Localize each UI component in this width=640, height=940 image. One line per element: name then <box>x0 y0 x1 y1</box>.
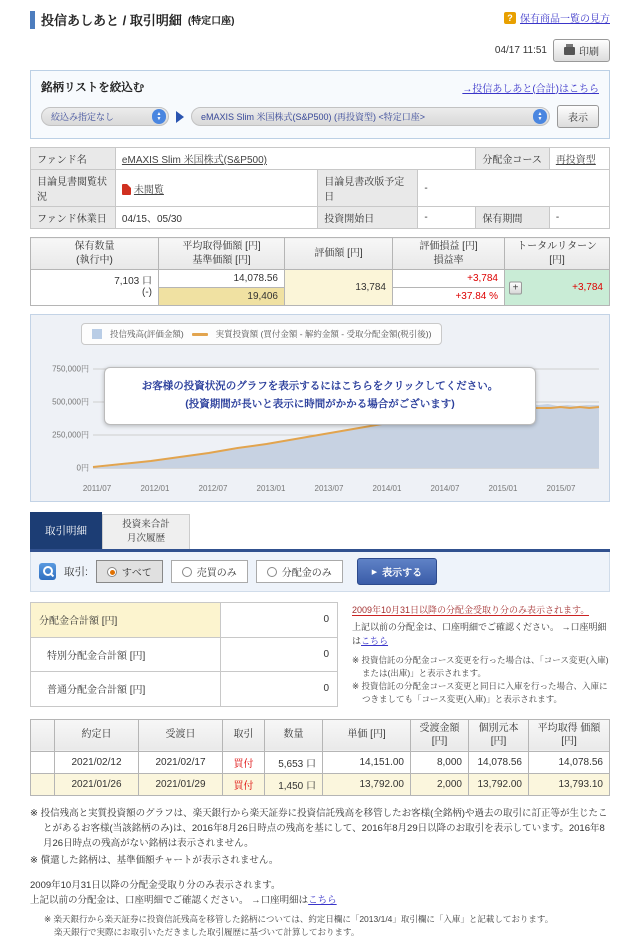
radio-dot-icon <box>107 567 117 577</box>
help-icon: ? <box>504 12 516 24</box>
trades-header-trade-date: 約定日 <box>55 719 139 751</box>
prospectus-rev-value: - <box>418 170 610 207</box>
distribution-notes: 2009年10月31日以降の分配金受取り分のみ表示されます。 上記以前の分配金は、口座明細でご確認ください。 →口座明細はこちら ※ 投資信託の分配金コース変更を行った場合は、「コース変更(入庫)または(出庫)」と表示されます。 ※ 投資信託の分配金コース変更と同日に入庫を行った場合、入庫につきましても「コース変更(入庫)」と表示されます。 <box>352 605 609 705</box>
footer-notes: ※ 投信残高と実質投資額のグラフは、楽天銀行から楽天証券に投資信託残高を移管したお客様(全銘柄)や過去の取引に訂正等が生じたことがあるお客様(当該銘柄のみ)は、2016年8月26日時点の残高を基にして、2016年8月29日以降のお取引を表示しています。2016年8月26日時点の残高がない銘柄は表示されません。 ※ 償還した銘柄は、基準価額チャートが表示されません。 <box>30 807 608 867</box>
period-label: 保有期間 <box>476 207 549 229</box>
filter-select[interactable]: 絞込み指定なし ▲ ▼ <box>41 107 169 126</box>
prospectus-rev-label: 目論見書改版予定日 <box>318 170 418 207</box>
holdings-total-return: + +3,784 <box>505 270 610 306</box>
settle-date: 2021/02/17 <box>139 751 223 773</box>
holdings-table <box>30 237 610 306</box>
period-value: - <box>549 207 609 229</box>
filter-title: 銘柄リストを絞込む <box>41 82 145 94</box>
settle-date: 2021/01/29 <box>139 773 223 795</box>
trade-cost: 14,078.56 <box>469 751 529 773</box>
trade-qty: 5,653 口 <box>265 751 323 773</box>
holdings-qty-header: 保有数量 (執行中) <box>31 238 159 270</box>
holdings-pl-header: 評価損益 [円] 損益率 <box>393 238 505 270</box>
tab-monthly-history[interactable]: 投資来合計 月次履歴 <box>102 514 190 550</box>
trade-price: 14,151.00 <box>323 751 411 773</box>
expand-total-return-button[interactable]: + <box>509 281 522 294</box>
chart-legend <box>81 323 442 345</box>
account-detail-link[interactable]: こちら <box>308 895 337 907</box>
trades-header-type: 取引 <box>223 719 265 751</box>
line-legend-label: 実質投資額 (買付金額 - 解約金額 - 受取分配金額(税引後)) <box>215 329 432 339</box>
radio-all[interactable]: すべて <box>96 560 163 583</box>
trade-filter-label: 取引: <box>64 566 88 578</box>
table-row <box>31 751 610 773</box>
fund-select[interactable]: eMAXIS Slim 米国株式(S&P500) (再投資型) <特定口座> ▲ ▼ <box>191 107 550 126</box>
radio-dot-icon <box>182 567 192 577</box>
account-detail-link[interactable]: こちら <box>361 635 389 646</box>
holiday-value: 04/15、05/30 <box>115 207 317 229</box>
start-value: - <box>418 207 476 229</box>
fund-name-label: ファンド名 <box>31 148 116 170</box>
fund-name-link[interactable]: eMAXIS Slim 米国株式(S&P500) <box>121 155 267 166</box>
detail-tabs <box>30 512 610 552</box>
prospectus-label: 目論見書閲覧状況 <box>31 170 116 207</box>
table-row <box>31 773 610 795</box>
total-footprint-link[interactable]: →投信あしあと(合計)はこちら <box>462 83 599 95</box>
start-label: 投資開始日 <box>318 207 418 229</box>
holdings-avg-price: 14,078.56 <box>159 270 285 288</box>
area-legend-swatch <box>92 329 102 339</box>
tab-trade-detail[interactable]: 取引明細 <box>30 512 102 549</box>
chart-section <box>30 314 610 502</box>
fund-info-table <box>30 147 610 229</box>
dist-note-title: 2009年10月31日以降の分配金受取り分のみ表示されます。 <box>352 605 590 615</box>
trade-type: 買付 <box>223 773 265 795</box>
dist-total-value: 0 <box>221 603 338 638</box>
dist-special-label: 特別分配金合計額 [円] <box>31 637 221 672</box>
print-button[interactable]: 印刷 <box>553 39 610 62</box>
dist-normal-label: 普通分配金合計額 [円] <box>31 672 221 707</box>
holdings-nav: 19,406 <box>159 288 285 306</box>
chart-y-axis: 750,000円 500,000円 250,000円 0円 <box>52 364 89 473</box>
footer-dist-note: 2009年10月31日以降の分配金受取り分のみ表示されます。 上記以前の分配金は、口座明細でご確認ください。 →口座明細はこちら ※ 楽天銀行から楽天証券に投資信託残高を移管した銘柄については、約定日欄に「2013/1/4」取引欄に「入庫」と記載しております。 楽天銀行で実際にお取引いただきました取引履歴に基づいて計算しております。 <box>30 880 554 938</box>
holdings-pl-rate: +37.84 % <box>393 288 505 306</box>
dist-special-value: 0 <box>221 637 338 672</box>
trade-price: 13,792.00 <box>323 773 411 795</box>
chart-x-axis: 2011/07 2012/01 2012/07 2013/01 2013/07 2014/01 2014/07 2015/01 2015/07 <box>82 484 576 493</box>
pdf-icon <box>122 184 131 195</box>
show-button[interactable]: 表示 <box>557 105 599 128</box>
apply-filter-button[interactable]: ▶ 表示する <box>357 558 437 585</box>
trades-header-settle-date: 受渡日 <box>139 719 223 751</box>
page-header <box>30 10 610 29</box>
arrow-icon: ▶ <box>371 568 378 576</box>
trade-date: 2021/02/12 <box>55 751 139 773</box>
dist-total-label: 分配金合計額 [円] <box>31 603 221 638</box>
holdings-eval-header: 評価額 [円] <box>285 238 393 270</box>
trades-header-blank <box>31 719 55 751</box>
dist-normal-value: 0 <box>221 672 338 707</box>
title-accent-bar <box>30 11 35 29</box>
trades-header-price: 単価 [円] <box>323 719 411 751</box>
trades-header-qty: 数量 <box>265 719 323 751</box>
dist-course-label: 分配金コース <box>476 148 549 170</box>
stepper-icon: ▲ ▼ <box>152 109 166 124</box>
holdings-pl: +3,784 <box>393 270 505 288</box>
holiday-label: ファンド休業日 <box>31 207 116 229</box>
trade-qty: 1,450 口 <box>265 773 323 795</box>
distribution-summary-table <box>30 602 338 707</box>
trade-amount: 8,000 <box>411 751 469 773</box>
radio-dist-only[interactable]: 分配金のみ <box>256 560 343 583</box>
trade-filter-bar <box>30 552 610 592</box>
area-legend-label: 投信残高(評価金額) <box>110 329 184 339</box>
stepper-icon: ▲ ▼ <box>533 109 547 124</box>
page-title: 投信あしあと / 取引明細 <box>41 13 182 28</box>
page-title-suffix: (特定口座) <box>187 16 235 27</box>
radio-dot-icon <box>267 567 277 577</box>
trades-header-amount: 受渡金額 [円] <box>411 719 469 751</box>
printer-icon <box>564 47 575 55</box>
line-legend-swatch <box>192 333 208 336</box>
trades-table <box>30 719 610 796</box>
help-link[interactable]: 保有商品一覧の見方 <box>520 14 610 25</box>
trade-type: 買付 <box>223 751 265 773</box>
trade-amount: 2,000 <box>411 773 469 795</box>
trades-header-cost: 個別元本 [円] <box>469 719 529 751</box>
search-icon <box>39 563 56 580</box>
trade-date: 2021/01/26 <box>55 773 139 795</box>
trades-header-avg: 平均取得 価額 [円] <box>529 719 610 751</box>
prospectus-status-link[interactable]: 未閲覧 <box>133 184 164 196</box>
holdings-quantity: 7,103 口 (-) <box>31 270 159 306</box>
holdings-tr-header: トータルリターン [円] <box>505 238 610 270</box>
trade-cost: 13,792.00 <box>469 773 529 795</box>
trade-avg: 13,793.10 <box>529 773 610 795</box>
radio-trades-only[interactable]: 売買のみ <box>171 560 248 583</box>
timestamp: 04/17 11:51 <box>494 45 547 56</box>
arrow-right-icon <box>176 111 184 123</box>
dist-course-link[interactable]: 再投資型 <box>555 155 596 166</box>
holdings-valuation: 13,784 <box>285 270 393 306</box>
chart-load-overlay[interactable]: お客様の投資状況のグラフを表示するにはこちらをクリックしてください。 (投資期間が長いと表示に時間がかかる場合がございます) <box>104 367 536 425</box>
trade-avg: 14,078.56 <box>529 751 610 773</box>
holdings-avg-header: 平均取得価額 [円] 基準価額 [円] <box>159 238 285 270</box>
fund-filter-box <box>30 70 610 139</box>
